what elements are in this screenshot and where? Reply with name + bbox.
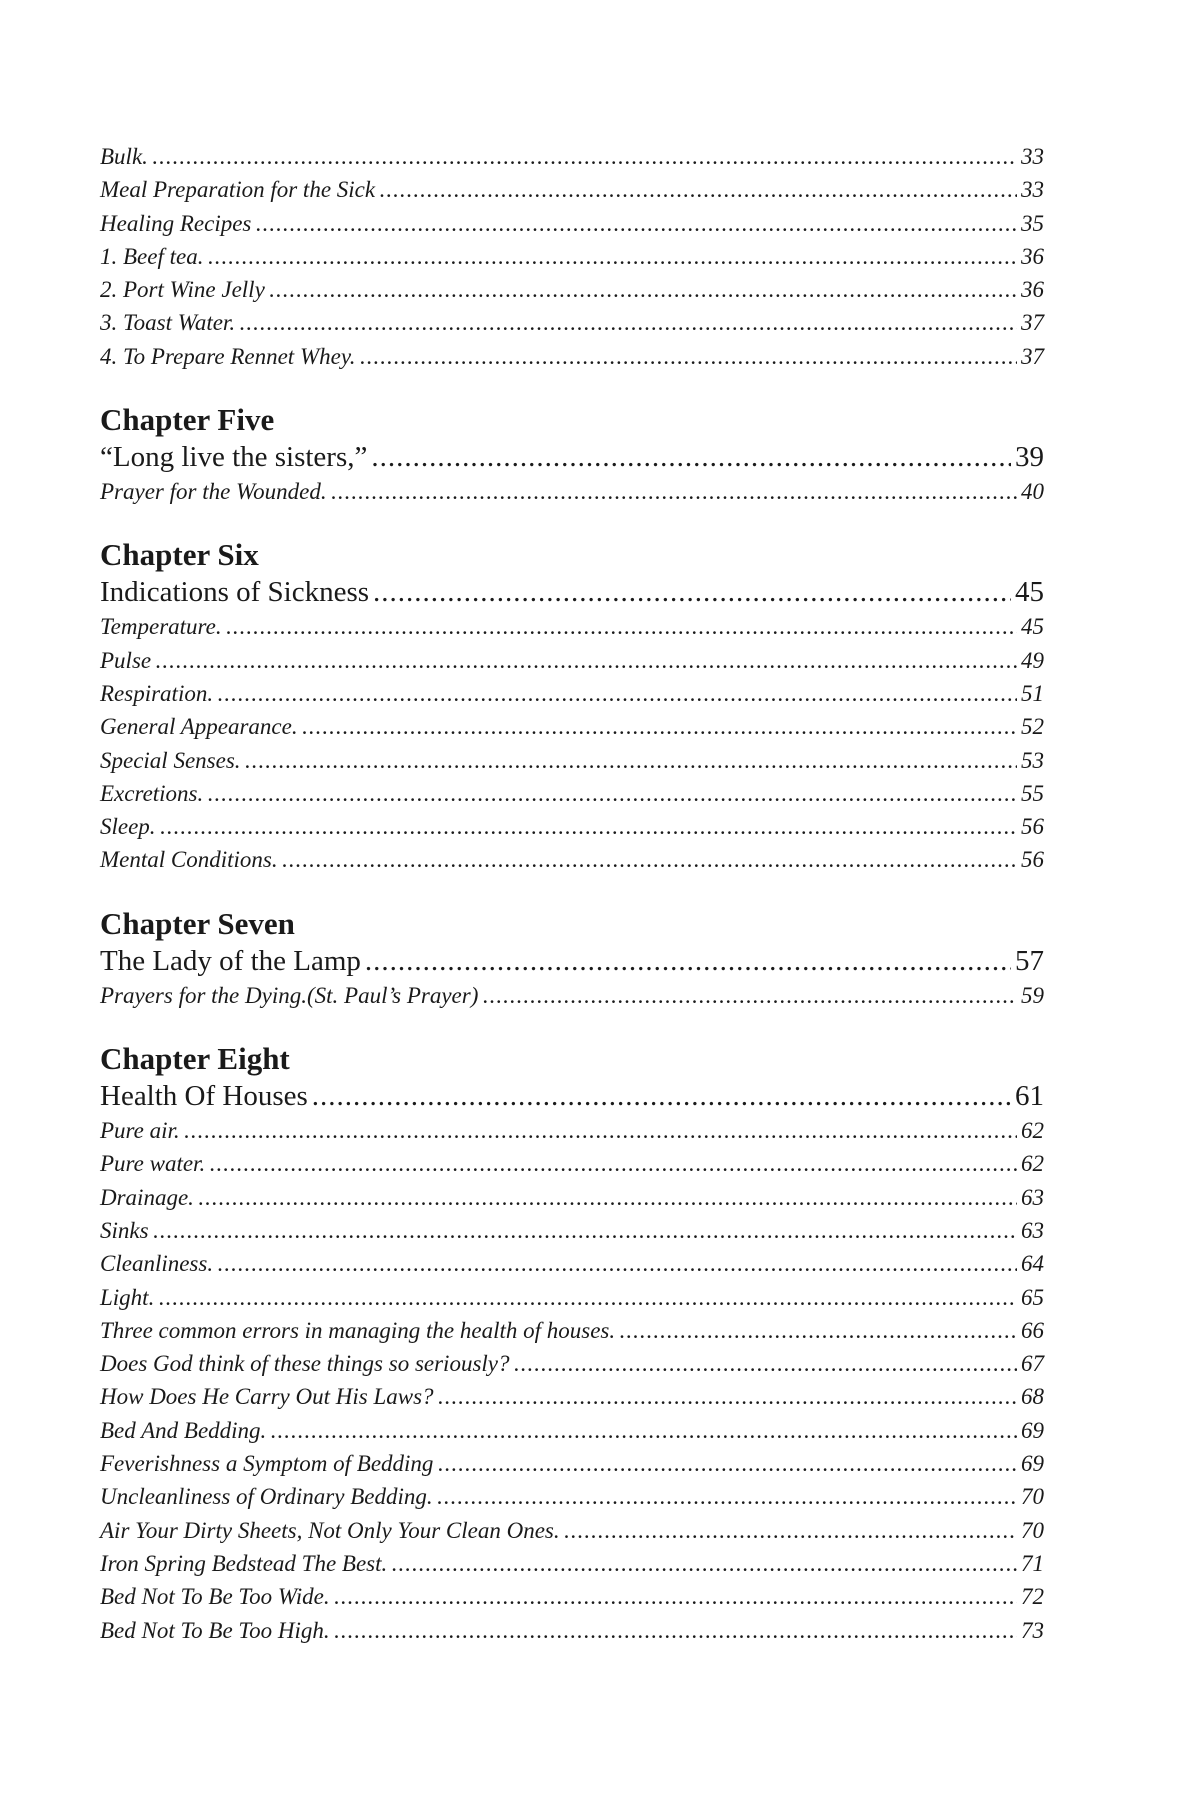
dot-leader	[514, 1347, 1018, 1380]
entry-title: Three common errors in managing the health of houses.	[100, 1317, 616, 1343]
toc-sub-entry	[100, 1181, 1044, 1214]
dot-leader	[282, 843, 1017, 876]
toc-sub-entry	[100, 810, 1044, 843]
dot-leader	[152, 140, 1017, 173]
entry-title: 1. Beef tea.	[100, 243, 204, 269]
page-number: 70	[1021, 1484, 1044, 1510]
entry-title: Bed Not To Be Too Wide.	[100, 1584, 330, 1610]
entry-title: Health Of Houses	[100, 1080, 308, 1113]
toc-main-entry	[100, 439, 1044, 475]
toc-sub-entry	[100, 1614, 1044, 1647]
chapter-heading: Chapter Five	[100, 402, 275, 438]
page-number: 66	[1021, 1317, 1044, 1343]
dot-leader	[155, 644, 1017, 677]
entry-title: Temperature.	[100, 614, 222, 640]
toc-sub-entry	[100, 340, 1044, 373]
entry-title: Indications of Sickness	[100, 576, 370, 609]
page-number: 69	[1021, 1417, 1044, 1443]
toc-sub-entry	[100, 207, 1044, 240]
toc-sub-entry	[100, 777, 1044, 810]
dot-leader	[373, 574, 1011, 610]
toc-sub-entry	[100, 843, 1044, 876]
entry-title: Bed Not To Be Too High.	[100, 1617, 330, 1643]
page-number: 53	[1021, 747, 1044, 773]
page-number: 39	[1015, 441, 1044, 474]
entry-title: Sinks	[100, 1217, 149, 1243]
entry-title: Light.	[100, 1284, 155, 1310]
dot-leader	[365, 943, 1011, 979]
chapter-block	[100, 140, 1044, 373]
dot-leader	[198, 1181, 1017, 1214]
dot-leader	[334, 1614, 1017, 1647]
page-number: 56	[1021, 814, 1044, 840]
toc-sub-entry	[100, 1147, 1044, 1180]
page-number: 68	[1021, 1384, 1044, 1410]
toc-sub-entry	[100, 306, 1044, 339]
page-number: 62	[1021, 1118, 1044, 1144]
chapter-heading: Chapter Eight	[100, 1041, 290, 1077]
page-number: 62	[1021, 1151, 1044, 1177]
dot-leader	[312, 1078, 1011, 1114]
entry-title: Special Senses.	[100, 747, 241, 773]
dot-leader	[270, 1414, 1017, 1447]
page-number: 35	[1021, 210, 1044, 236]
entry-title: Iron Spring Bedstead The Best.	[100, 1550, 388, 1576]
dot-leader	[153, 1214, 1017, 1247]
entry-title: Sleep.	[100, 814, 156, 840]
dot-leader	[269, 273, 1017, 306]
page-number: 33	[1021, 144, 1044, 169]
toc-sub-entry	[100, 1347, 1044, 1380]
toc-sub-entry	[100, 1547, 1044, 1580]
entry-title: Cleanliness.	[100, 1251, 214, 1277]
page-number: 63	[1021, 1184, 1044, 1210]
toc-sub-entry	[100, 1380, 1044, 1413]
page-number: 52	[1021, 714, 1044, 740]
entry-title: General Appearance.	[100, 714, 298, 740]
page-number: 64	[1021, 1251, 1044, 1277]
page-number: 72	[1021, 1584, 1044, 1610]
entry-title: Bed And Bedding.	[100, 1417, 267, 1443]
entry-title: Bulk.	[100, 144, 148, 169]
dot-leader	[437, 1447, 1017, 1480]
chapter-heading: Chapter Seven	[100, 905, 295, 941]
dot-leader	[226, 610, 1017, 643]
toc-sub-entry	[100, 644, 1044, 677]
entry-title: Drainage.	[100, 1184, 194, 1210]
toc-sub-entry	[100, 710, 1044, 743]
toc-sub-entry	[100, 273, 1044, 306]
page-number: 33	[1021, 177, 1044, 203]
entry-title: Pulse	[100, 647, 152, 673]
dot-leader	[245, 744, 1017, 777]
page-number: 49	[1021, 647, 1044, 673]
page-number: 71	[1021, 1550, 1044, 1576]
dot-leader	[207, 777, 1017, 810]
toc-sub-entry	[100, 1514, 1044, 1547]
entry-title: Excretions.	[100, 780, 204, 806]
dot-leader	[255, 207, 1017, 240]
toc-sub-entry	[100, 1114, 1044, 1147]
toc-sub-entry	[100, 1314, 1044, 1347]
dot-leader	[239, 306, 1017, 339]
page-number: 51	[1021, 680, 1044, 706]
dot-leader	[482, 979, 1017, 1012]
toc-sub-entry	[100, 1480, 1044, 1513]
page-number: 59	[1021, 982, 1044, 1008]
entry-title: 4. To Prepare Rennet Whey.	[100, 343, 356, 369]
toc-sub-entry	[100, 475, 1044, 508]
entry-title: The Lady of the Lamp	[100, 944, 361, 977]
dot-leader	[360, 340, 1017, 373]
dot-leader	[158, 1281, 1017, 1314]
page-number: 65	[1021, 1284, 1044, 1310]
toc-sub-entry	[100, 979, 1044, 1012]
entry-title: 2. Port Wine Jelly	[100, 277, 265, 303]
page-number: 69	[1021, 1451, 1044, 1477]
entry-title: Pure water.	[100, 1151, 206, 1177]
chapter-heading: Chapter Six	[100, 537, 259, 573]
page-number: 61	[1015, 1080, 1044, 1113]
page-number: 55	[1021, 780, 1044, 806]
entry-title: Respiration.	[100, 680, 214, 706]
toc-sub-entry	[100, 677, 1044, 710]
toc-sub-entry	[100, 1247, 1044, 1280]
dot-leader	[391, 1547, 1017, 1580]
page-number: 57	[1015, 944, 1044, 977]
entry-title: “Long live the sisters,”	[100, 441, 368, 474]
dot-leader	[217, 1247, 1017, 1280]
entry-title: How Does He Carry Out His Laws?	[100, 1384, 434, 1410]
entry-title: Uncleanliness of Ordinary Bedding.	[100, 1484, 433, 1510]
entry-title: Pure air.	[100, 1118, 180, 1144]
dot-leader	[564, 1514, 1017, 1547]
dot-leader	[379, 173, 1017, 206]
toc-sub-entry	[100, 1214, 1044, 1247]
toc-sub-entry	[100, 1447, 1044, 1480]
dot-leader	[331, 475, 1017, 508]
page-number: 56	[1021, 847, 1044, 873]
dot-leader	[334, 1580, 1017, 1613]
dot-leader	[619, 1314, 1017, 1347]
page-number: 45	[1015, 576, 1044, 609]
entry-title: Prayers for the Dying.(St. Paul’s Prayer)	[100, 982, 479, 1008]
page-number: 70	[1021, 1517, 1044, 1543]
dot-leader	[160, 810, 1017, 843]
dot-leader	[371, 439, 1011, 475]
toc-main-entry	[100, 574, 1044, 610]
entry-title: Does God think of these things so seriously?	[100, 1351, 510, 1377]
entry-title: Air Your Dirty Sheets, Not Only Your Clean Ones.	[100, 1517, 560, 1543]
page-number: 37	[1021, 310, 1044, 336]
toc-main-entry	[100, 1078, 1044, 1114]
page-number: 45	[1021, 614, 1044, 640]
entry-title: 3. Toast Water.	[100, 310, 236, 336]
chapter-block	[100, 401, 1044, 508]
toc-sub-entry	[100, 1281, 1044, 1314]
toc-sub-entry	[100, 1580, 1044, 1613]
entry-title: Healing Recipes	[100, 210, 252, 236]
chapter-block	[100, 536, 1044, 876]
entry-title: Feverishness a Symptom of Bedding	[100, 1451, 434, 1477]
dot-leader	[184, 1114, 1017, 1147]
dot-leader	[209, 1147, 1017, 1180]
toc-sub-entry	[100, 173, 1044, 206]
page-number: 36	[1021, 243, 1044, 269]
page-number: 37	[1021, 343, 1044, 369]
page-number: 36	[1021, 277, 1044, 303]
toc-main-entry	[100, 943, 1044, 979]
entry-title: Prayer for the Wounded.	[100, 479, 327, 505]
page-number: 73	[1021, 1617, 1044, 1643]
dot-leader	[438, 1380, 1017, 1413]
table-of-contents	[100, 140, 1044, 1647]
chapter-block	[100, 1040, 1044, 1647]
page-number: 67	[1021, 1351, 1044, 1377]
dot-leader	[207, 240, 1017, 273]
toc-sub-entry	[100, 744, 1044, 777]
toc-sub-entry	[100, 1414, 1044, 1447]
page-number: 63	[1021, 1217, 1044, 1243]
entry-title: Meal Preparation for the Sick	[100, 177, 376, 203]
toc-sub-entry	[100, 610, 1044, 643]
dot-leader	[302, 710, 1017, 743]
dot-leader	[437, 1480, 1017, 1513]
dot-leader	[217, 677, 1017, 710]
toc-sub-entry	[100, 140, 1044, 173]
chapter-block	[100, 905, 1044, 1012]
entry-title: Mental Conditions.	[100, 847, 278, 873]
toc-sub-entry	[100, 240, 1044, 273]
page-number: 40	[1021, 479, 1044, 505]
